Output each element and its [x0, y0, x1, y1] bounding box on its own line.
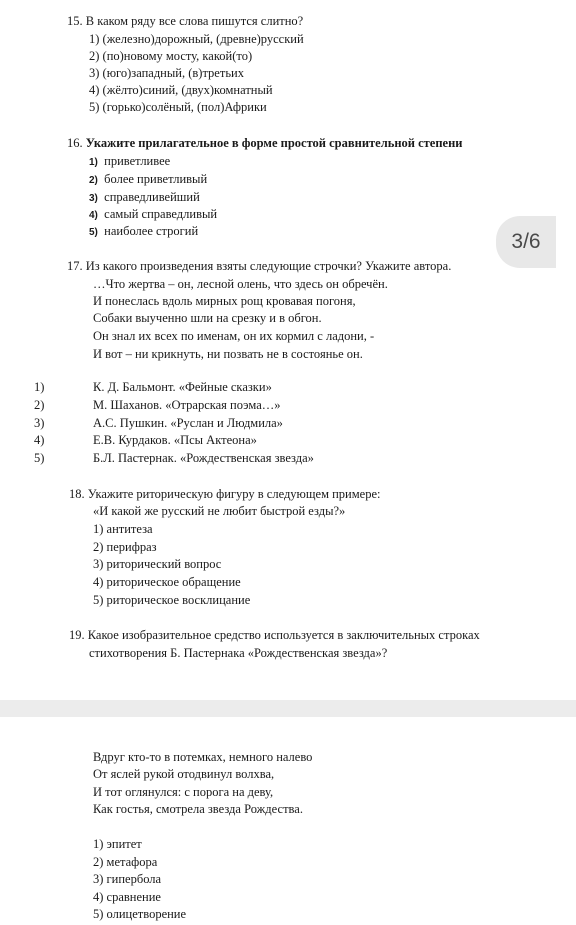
q17-poem-line-3: Собаки выученно шли на срезку и в обгон. [93, 311, 322, 325]
q17-poem-line-5: И вот – ни крикнуть, ни позвать не в состоянье он. [93, 347, 363, 361]
q16-option-3-number: 3) [89, 193, 98, 204]
q19-poem-line-4: Как гостья, смотрела звезда Рождества. [93, 802, 303, 816]
q18-title: 18. Укажите риторическую фигуру в следующем примере: [69, 487, 381, 501]
q15-title: 15. В каком ряду все слова пишутся слитно? [67, 14, 304, 28]
q17-option-1-number: 1) [34, 380, 45, 394]
q16-option-4 [89, 206, 217, 224]
q16-option-5-text: наиболее строгий [104, 224, 199, 238]
q16-option-2 [89, 171, 207, 189]
q16-option-4-number: 4) [89, 210, 98, 221]
q16-number: 16. [67, 136, 83, 150]
q16-option-1-text: приветливее [104, 154, 171, 168]
q19-option-1: 1) эпитет [93, 837, 142, 851]
q18-example: «И какой же русский не любит быстрой езды?» [93, 504, 346, 518]
q16-option-5 [89, 223, 198, 241]
q17-option-5-number: 5) [34, 451, 45, 465]
q17-option-2-text: М. Шаханов. «Отрарская поэма…» [93, 398, 281, 412]
q19-option-4: 4) сравнение [93, 890, 161, 904]
q17-option-4-text: Е.В. Курдаков. «Псы Актеона» [93, 433, 257, 447]
q17-title: 17. Из какого произведения взяты следующие строчки? Укажите автора. [67, 259, 452, 273]
q19-poem-line-1: Вдруг кто-то в потемках, немного налево [93, 750, 313, 764]
q15-option-2: 2) (по)новому мосту, какой(то) [89, 49, 253, 63]
q16-option-2-number: 2) [89, 175, 98, 186]
q16-option-3 [89, 189, 200, 207]
q16-option-1-number: 1) [89, 157, 98, 168]
q17-poem-line-1: …Что жертва – он, лесной олень, что здесь он обречён. [93, 277, 388, 291]
q15-option-1: 1) (железно)дорожный, (древне)русский [89, 32, 304, 46]
q19-poem-line-3: И тот оглянулся: с порога на деву, [93, 785, 274, 799]
q17-option-5-text: Б.Л. Пастернак. «Рождественская звезда» [93, 451, 314, 465]
q16-option-1 [89, 153, 170, 171]
q17-option-3-number: 3) [34, 416, 45, 430]
q15-option-4: 4) (жёлто)синий, (двух)комнатный [89, 83, 273, 97]
q18-option-1: 1) антитеза [93, 522, 153, 536]
q16-title-text: Укажите прилагательное в форме простой сравнительной степени [85, 136, 463, 150]
q18-option-3: 3) риторический вопрос [93, 557, 222, 571]
q17-option-3-text: А.С. Пушкин. «Руслан и Людмила» [93, 416, 283, 430]
q19-option-3: 3) гипербола [93, 872, 162, 886]
q19-option-5: 5) олицетворение [93, 907, 187, 921]
q19-title-line-1: 19. Какое изобразительное средство используется в заключительных строках [69, 628, 480, 642]
page-gap [0, 700, 576, 717]
q16-option-4-text: самый справедливый [104, 207, 218, 221]
q18-option-2: 2) перифраз [93, 540, 157, 554]
page-sheet-2 [0, 717, 576, 925]
page-indicator-badge: 3/6 [496, 216, 556, 268]
q16-title [67, 135, 463, 151]
q17-poem-line-4: Он знал их всех по именам, он их кормил с ладони, - [93, 329, 375, 343]
q17-option-4-number: 4) [34, 433, 45, 447]
q16-option-2-text: более приветливый [104, 172, 208, 186]
q15-option-3: 3) (юго)западный, (в)третьих [89, 66, 244, 80]
q16-option-5-number: 5) [89, 227, 98, 238]
q18-option-5: 5) риторическое восклицание [93, 593, 251, 607]
q15-option-5: 5) (горько)солёный, (пол)Африки [89, 100, 267, 114]
q18-option-4: 4) риторическое обращение [93, 575, 241, 589]
q16-option-3-text: справедливейший [104, 190, 200, 204]
q19-option-2: 2) метафора [93, 855, 158, 869]
q19-poem-line-2: От яслей рукой отодвинул волхва, [93, 767, 275, 781]
q17-option-2-number: 2) [34, 398, 45, 412]
q19-title-line-2: стихотворения Б. Пастернака «Рождественская звезда»? [89, 646, 388, 660]
q17-option-1-text: К. Д. Бальмонт. «Фейные сказки» [93, 380, 272, 394]
q17-poem-line-2: И понеслась вдоль мирных рощ кровавая погоня, [93, 294, 356, 308]
